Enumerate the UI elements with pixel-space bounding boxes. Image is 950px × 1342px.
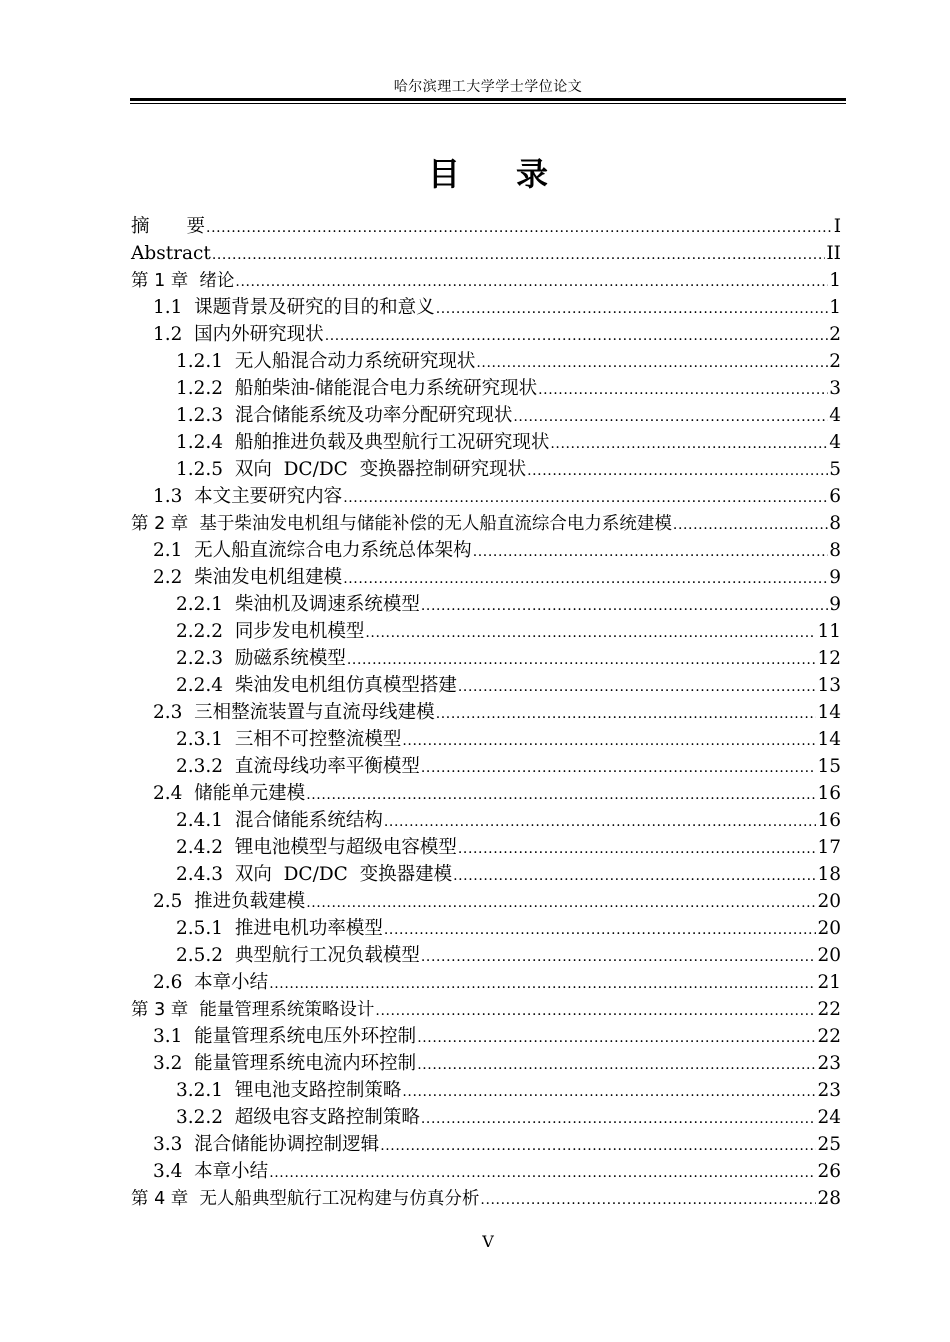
dot-leader [306, 782, 816, 809]
page-number: V [482, 1232, 494, 1251]
header-rule-thick [130, 98, 846, 101]
dot-leader [436, 701, 817, 728]
toc-entry-page: 2 [829, 351, 841, 372]
dot-leader [453, 863, 816, 890]
dot-leader [384, 809, 817, 836]
toc-entry-page: 17 [817, 837, 841, 858]
toc-entry-label: 2.3.2 直流母线功率平衡模型 [176, 756, 420, 777]
toc-entry-page: 22 [817, 1026, 841, 1047]
toc-entry-label: 2.3.1 三相不可控整流模型 [176, 729, 402, 750]
toc-entry[interactable] [131, 591, 841, 618]
toc-entry-label: 1.2.3 混合储能系统及功率分配研究现状 [176, 405, 513, 426]
toc-entry-page: 8 [829, 540, 841, 561]
toc-entry-label: 3.2.2 超级电容支路控制策略 [176, 1107, 420, 1128]
toc-entry-page: 25 [817, 1134, 841, 1155]
toc-entry[interactable] [131, 483, 841, 510]
toc-entry-label: 2.3 三相整流装置与直流母线建模 [153, 702, 435, 723]
toc-entry-page: 16 [817, 783, 841, 804]
toc-entry-label: 2.5.2 典型航行工况负载模型 [176, 945, 420, 966]
toc-entry-page: 26 [817, 1161, 841, 1182]
toc-entry-page: 4 [829, 432, 841, 453]
toc-entry[interactable] [131, 240, 841, 267]
toc-entry[interactable] [131, 429, 841, 456]
toc-entry[interactable] [131, 699, 841, 726]
toc-entry-label: 2.1 无人船直流综合电力系统总体架构 [153, 540, 472, 561]
toc-entry-page: 3 [829, 378, 841, 399]
dot-leader [436, 296, 829, 323]
toc-entry-label: 3.1 能量管理系统电压外环控制 [153, 1026, 417, 1047]
toc-entry[interactable] [131, 861, 841, 888]
toc-entry-page: 8 [829, 513, 841, 534]
toc-entry[interactable] [131, 294, 841, 321]
toc-entry-page: 1 [829, 297, 841, 318]
toc-entry-page: 28 [817, 1188, 841, 1209]
toc-entry-label: 2.4 储能单元建模 [153, 783, 306, 804]
toc-chapter-entry[interactable] [131, 996, 841, 1023]
toc-entry[interactable] [131, 213, 841, 240]
toc-entry-page: 20 [817, 945, 841, 966]
toc-chapter-entry[interactable] [131, 510, 841, 537]
toc-entry-label: 第 4 章 无人船典型航行工况构建与仿真分析 [131, 1189, 480, 1209]
toc-entry[interactable] [131, 1158, 841, 1185]
dot-leader [365, 620, 816, 647]
dot-leader [550, 431, 828, 458]
dot-leader [402, 1079, 816, 1106]
toc-entry-label: 2.2.3 励磁系统模型 [176, 648, 346, 669]
dot-leader [417, 1025, 816, 1052]
toc-entry-page: 9 [829, 567, 841, 588]
toc-entry-label: 2.2.4 柴油发电机组仿真模型搭建 [176, 675, 457, 696]
toc-entry[interactable] [131, 618, 841, 645]
toc-entry[interactable] [131, 564, 841, 591]
toc-entry-page: 5 [829, 459, 841, 480]
toc-entry[interactable] [131, 645, 841, 672]
dot-leader [458, 836, 817, 863]
toc-entry-page: 20 [817, 918, 841, 939]
dot-leader [402, 728, 816, 755]
dot-leader [473, 539, 829, 566]
toc-entry[interactable] [131, 888, 841, 915]
toc-entry[interactable] [131, 1023, 841, 1050]
dot-leader [421, 1106, 817, 1133]
dot-leader [417, 1052, 816, 1079]
toc-entry[interactable] [131, 672, 841, 699]
toc-entry[interactable] [131, 537, 841, 564]
dot-leader [527, 458, 828, 485]
toc-entry-page: 15 [817, 756, 841, 777]
dot-leader [480, 1187, 816, 1214]
toc-entry-label: 摘 要 [131, 216, 206, 237]
dot-leader [325, 323, 829, 350]
toc-entry-label: 1.2.2 船舶柴油-储能混合电力系统研究现状 [176, 378, 538, 399]
dot-leader [306, 890, 816, 917]
toc-entry[interactable] [131, 375, 841, 402]
toc-entry-page: 2 [829, 324, 841, 345]
dot-leader [421, 755, 817, 782]
toc-entry[interactable] [131, 1104, 841, 1131]
running-header: 哈尔滨理工大学学士学位论文 [393, 79, 583, 95]
dot-leader [269, 1160, 816, 1187]
toc-entry-label: 3.2.1 锂电池支路控制策略 [176, 1080, 402, 1101]
toc-entry-label: 第 1 章 绪论 [131, 271, 235, 291]
dot-leader [538, 377, 828, 404]
toc-entry-page: 23 [817, 1080, 841, 1101]
toc-entry-label: 2.4.3 双向 DC/DC 变换器建模 [176, 864, 453, 885]
dot-leader [212, 242, 826, 269]
toc-entry[interactable] [131, 456, 841, 483]
toc-entry-page: 13 [817, 675, 841, 696]
toc-entry-label: 3.4 本章小结 [153, 1161, 269, 1182]
toc-title: 目录 [427, 155, 604, 193]
toc-entry[interactable] [131, 807, 841, 834]
toc-entry[interactable] [131, 915, 841, 942]
toc-entry[interactable] [131, 1077, 841, 1104]
dot-leader [421, 944, 817, 971]
toc-entry-label: 2.4.1 混合储能系统结构 [176, 810, 383, 831]
toc-entry-label: 1.3 本文主要研究内容 [153, 486, 343, 507]
toc-entry-label: Abstract [131, 243, 211, 264]
toc-entry-page: 21 [817, 972, 841, 993]
toc-entry[interactable] [131, 726, 841, 753]
toc-entry-page: 4 [829, 405, 841, 426]
toc-entry[interactable] [131, 348, 841, 375]
toc-entry-page: 1 [829, 270, 841, 291]
toc-chapter-entry[interactable] [131, 1185, 841, 1212]
toc-entry-label: 1.2 国内外研究现状 [153, 324, 324, 345]
dot-leader [673, 512, 828, 539]
dot-leader [476, 350, 828, 377]
toc-entry-label: 1.2.1 无人船混合动力系统研究现状 [176, 351, 476, 372]
toc-entry[interactable] [131, 969, 841, 996]
toc-entry-page: 24 [817, 1107, 841, 1128]
toc-entry-label: 3.3 混合储能协调控制逻辑 [153, 1134, 380, 1155]
toc-entry[interactable] [131, 402, 841, 429]
toc-entry-label: 3.2 能量管理系统电流内环控制 [153, 1053, 417, 1074]
toc-entry-page: 14 [817, 702, 841, 723]
toc-entry[interactable] [131, 942, 841, 969]
toc-entry-label: 2.5.1 推进电机功率模型 [176, 918, 383, 939]
toc-entry[interactable] [131, 1131, 841, 1158]
toc-entry[interactable] [131, 753, 841, 780]
toc-entry-label: 1.2.4 船舶推进负载及典型航行工况研究现状 [176, 432, 550, 453]
toc-entry[interactable] [131, 321, 841, 348]
toc-entry-page: 12 [817, 648, 841, 669]
toc-entry-page: 16 [817, 810, 841, 831]
toc-entry-label: 2.6 本章小结 [153, 972, 269, 993]
toc-entry-label: 2.4.2 锂电池模型与超级电容模型 [176, 837, 457, 858]
table-of-contents [131, 213, 841, 1212]
header-rule-thin [130, 103, 846, 104]
toc-entry-label: 第 3 章 能量管理系统策略设计 [131, 1000, 375, 1020]
dot-leader [375, 998, 816, 1025]
dot-leader [343, 566, 828, 593]
toc-entry-label: 2.2 柴油发电机组建模 [153, 567, 343, 588]
toc-entry-page: 14 [817, 729, 841, 750]
toc-entry-page: I [833, 216, 841, 237]
toc-entry-page: 23 [817, 1053, 841, 1074]
toc-chapter-entry[interactable] [131, 267, 841, 294]
toc-entry-page: 9 [829, 594, 841, 615]
dot-leader [206, 215, 833, 242]
toc-entry-page: II [826, 243, 841, 264]
toc-entry[interactable] [131, 834, 841, 861]
dot-leader [347, 647, 817, 674]
dot-leader [384, 917, 817, 944]
dot-leader [513, 404, 828, 431]
toc-entry[interactable] [131, 1050, 841, 1077]
toc-entry-page: 20 [817, 891, 841, 912]
dot-leader [458, 674, 817, 701]
toc-entry-page: 18 [817, 864, 841, 885]
dot-leader [421, 593, 828, 620]
toc-entry-page: 11 [817, 621, 841, 642]
toc-entry-label: 2.5 推进负载建模 [153, 891, 306, 912]
toc-entry-page: 6 [829, 486, 841, 507]
toc-entry-label: 2.2.1 柴油机及调速系统模型 [176, 594, 420, 615]
toc-entry[interactable] [131, 780, 841, 807]
toc-entry-label: 2.2.2 同步发电机模型 [176, 621, 365, 642]
toc-entry-page: 22 [817, 999, 841, 1020]
toc-entry-label: 1.1 课题背景及研究的目的和意义 [153, 297, 435, 318]
dot-leader [235, 269, 828, 296]
dot-leader [380, 1133, 816, 1160]
toc-entry-label: 第 2 章 基于柴油发电机组与储能补偿的无人船直流综合电力系统建模 [131, 514, 672, 534]
toc-entry-label: 1.2.5 双向 DC/DC 变换器控制研究现状 [176, 459, 527, 480]
dot-leader [343, 485, 828, 512]
dot-leader [269, 971, 816, 998]
